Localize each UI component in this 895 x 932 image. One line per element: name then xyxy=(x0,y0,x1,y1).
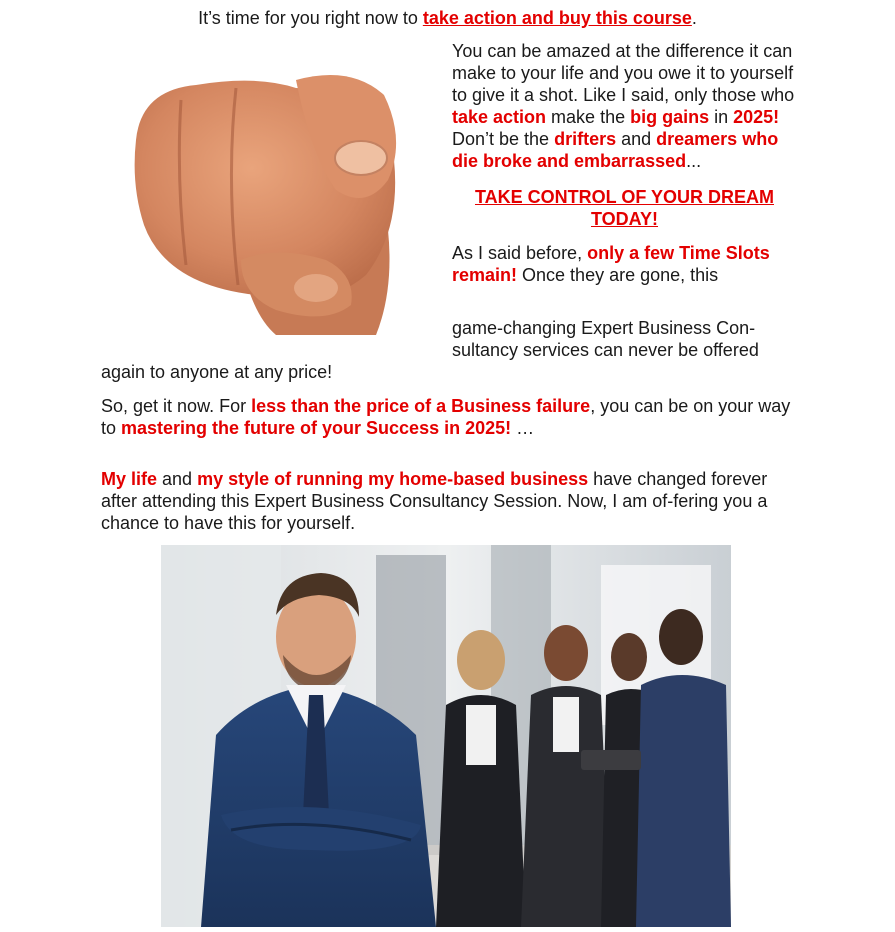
highlight-big-gains: big gains xyxy=(630,107,710,127)
buy-course-link[interactable]: take action and buy this course xyxy=(422,8,692,28)
highlight-my-style: my style of running my home-based business xyxy=(197,469,589,489)
paragraph-any-price: again to anyone at any price! xyxy=(101,362,333,382)
intro-tail-text: . xyxy=(691,8,697,28)
text: make the xyxy=(546,107,631,127)
text: As I said before, xyxy=(452,243,588,263)
paragraph-difference xyxy=(452,40,797,172)
text: Don’t be the xyxy=(452,129,555,149)
highlight-time-slots: only a few Time Slots remain! xyxy=(452,243,770,285)
highlight-dreamers: dreamers who die broke and embarrassed xyxy=(452,129,779,171)
paragraph-get-it-now xyxy=(101,395,791,439)
intro-lead-text: It’s time for you right now to xyxy=(198,8,423,28)
business-team-photo xyxy=(161,545,731,927)
pointing-hand-image xyxy=(126,60,406,342)
paragraph-time-slots xyxy=(452,242,797,286)
text: You can be amazed at the difference it can make to your life and you owe it to yourself to give it a shot. Like I said, only those who xyxy=(452,41,795,105)
paragraph-my-life xyxy=(101,468,791,534)
text: , you can be on your way to xyxy=(101,396,791,438)
text: … xyxy=(511,418,535,438)
paragraph-game-changing: game-changing Expert Business Con-sultancy services can never be offered xyxy=(452,318,759,360)
text: ... xyxy=(686,151,702,171)
intro-line xyxy=(0,7,895,29)
highlight-my-life: My life xyxy=(101,469,158,489)
highlight-price: less than the price of a Business failure xyxy=(251,396,591,416)
text: Once they are gone, this xyxy=(517,265,719,285)
highlight-drifters: drifters xyxy=(554,129,617,149)
text: have changed forever after attending this Expert Business Consultancy Session. Now, I am of-fering you a chance to have this for yourself. xyxy=(101,469,768,533)
take-control-heading: TAKE CONTROL OF YOUR DREAM TODAY! xyxy=(474,187,774,229)
highlight-mastering: mastering the future of your Success in 2025! xyxy=(121,418,512,438)
text: and xyxy=(616,129,657,149)
text: So, get it now. For xyxy=(101,396,252,416)
right-column xyxy=(452,40,797,298)
highlight-take-action: take action xyxy=(452,107,547,127)
text: in xyxy=(709,107,734,127)
highlight-year: 2025! xyxy=(733,107,780,127)
text: and xyxy=(157,469,198,489)
